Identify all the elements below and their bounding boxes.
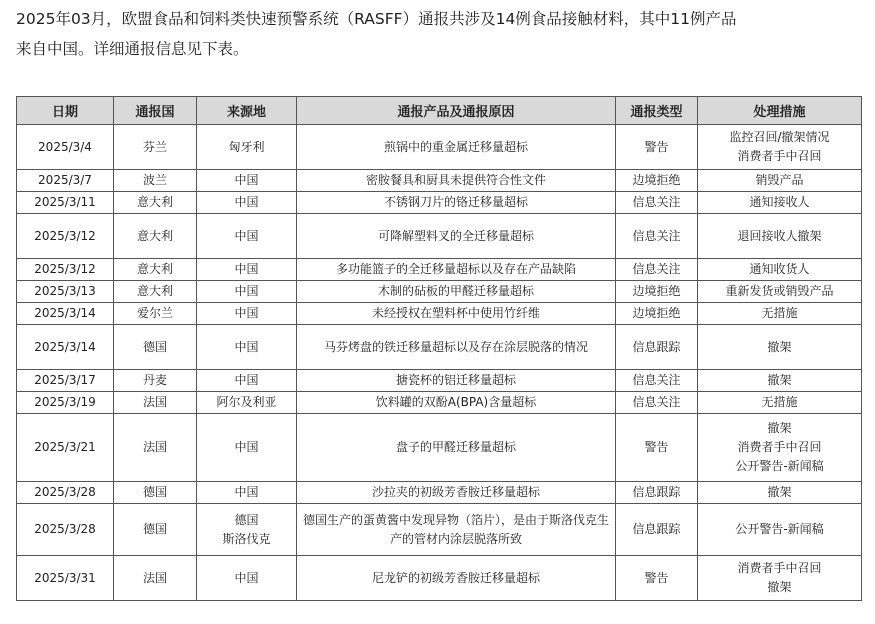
cell-origin <box>197 504 297 556</box>
cell-measures-line: 撤架 <box>767 339 792 354</box>
cell-notifying-country: 意大利 <box>114 192 197 214</box>
cell-measures-line: 无措施 <box>761 395 798 409</box>
cell-date: 2025/3/19 <box>17 392 114 414</box>
cell-notification-type: 警告 <box>616 556 698 601</box>
intro-paragraph <box>16 4 866 64</box>
cell-notification-type: 信息关注 <box>616 370 698 392</box>
cell-origin-line: 中国 <box>234 228 259 243</box>
cell-measures-line: 撤架 <box>767 373 792 387</box>
table-header-row <box>17 97 862 125</box>
cell-product-reason: 煎锅中的重金属迁移量超标 <box>297 125 616 170</box>
cell-measures <box>698 392 862 414</box>
cell-measures <box>698 414 862 482</box>
cell-notification-type: 信息关注 <box>616 192 698 214</box>
table-row <box>17 392 862 414</box>
cell-origin <box>197 214 297 259</box>
cell-notifying-country: 法国 <box>114 556 197 601</box>
cell-measures-line: 公开警告-新闻稿 <box>735 459 824 473</box>
cell-origin-line: 中国 <box>234 373 259 387</box>
cell-origin <box>197 370 297 392</box>
cell-date: 2025/3/12 <box>17 259 114 281</box>
cell-measures <box>698 125 862 170</box>
header-measures: 处理措施 <box>698 97 862 125</box>
cell-notifying-country: 丹麦 <box>114 370 197 392</box>
cell-measures-line: 监控召回/撤架情况 <box>729 130 830 144</box>
cell-date: 2025/3/28 <box>17 482 114 504</box>
cell-notifying-country: 意大利 <box>114 281 197 303</box>
cell-notification-type: 警告 <box>616 125 698 170</box>
cell-product-reason: 盘子的甲醛迁移量超标 <box>297 414 616 482</box>
cell-date: 2025/3/7 <box>17 170 114 192</box>
cell-date: 2025/3/21 <box>17 414 114 482</box>
cell-product-reason: 德国生产的蛋黄酱中发现异物（箔片），是由于斯洛伐克生产的管材内涂层脱落所致 <box>297 504 616 556</box>
cell-product-reason: 尼龙铲的初级芳香胺迁移量超标 <box>297 556 616 601</box>
header-date: 日期 <box>17 97 114 125</box>
table-row <box>17 170 862 192</box>
cell-measures-line: 退回接收人撤架 <box>737 228 822 243</box>
cell-date: 2025/3/14 <box>17 325 114 370</box>
cell-notification-type: 边境拒绝 <box>616 303 698 325</box>
cell-origin <box>197 281 297 303</box>
cell-notifying-country: 德国 <box>114 325 197 370</box>
cell-notification-type: 信息跟踪 <box>616 482 698 504</box>
cell-origin-line: 中国 <box>234 306 259 320</box>
cell-measures <box>698 556 862 601</box>
cell-product-reason: 多功能篮子的全迁移量超标以及存在产品缺陷 <box>297 259 616 281</box>
cell-date: 2025/3/28 <box>17 504 114 556</box>
cell-product-reason: 马芬烤盘的铁迁移量超标以及存在涂层脱落的情况 <box>297 325 616 370</box>
table-row <box>17 192 862 214</box>
cell-date: 2025/3/11 <box>17 192 114 214</box>
cell-origin <box>197 125 297 170</box>
cell-measures <box>698 214 862 259</box>
header-origin: 来源地 <box>197 97 297 125</box>
cell-notifying-country: 德国 <box>114 504 197 556</box>
cell-measures-line: 通知收货人 <box>749 262 810 276</box>
cell-notification-type: 信息跟踪 <box>616 325 698 370</box>
cell-origin-line: 阿尔及利亚 <box>216 395 277 409</box>
cell-notification-type: 信息关注 <box>616 259 698 281</box>
cell-notifying-country: 意大利 <box>114 214 197 259</box>
cell-product-reason: 搪瓷杯的铝迁移量超标 <box>297 370 616 392</box>
cell-origin-line: 中国 <box>234 173 259 187</box>
cell-origin-line: 中国 <box>234 262 259 276</box>
cell-product-reason: 可降解塑料叉的全迁移量超标 <box>297 214 616 259</box>
cell-measures-line: 重新发货或销毁产品 <box>725 284 834 298</box>
cell-product-reason: 未经授权在塑料杯中使用竹纤维 <box>297 303 616 325</box>
cell-origin-line: 中国 <box>234 570 259 585</box>
cell-measures <box>698 325 862 370</box>
cell-date: 2025/3/14 <box>17 303 114 325</box>
cell-product-reason: 饮料罐的双酚A(BPA)含量超标 <box>297 392 616 414</box>
cell-measures-line: 销毁产品 <box>755 173 804 187</box>
cell-origin-line: 中国 <box>234 339 259 354</box>
cell-notification-type: 信息跟踪 <box>616 504 698 556</box>
table-row <box>17 504 862 556</box>
cell-notification-type: 边境拒绝 <box>616 281 698 303</box>
cell-measures <box>698 482 862 504</box>
cell-product-reason: 密胺餐具和厨具未提供符合性文件 <box>297 170 616 192</box>
table-row <box>17 370 862 392</box>
cell-origin-line: 匈牙利 <box>228 139 265 154</box>
cell-measures-line: 通知接收人 <box>749 195 810 209</box>
cell-origin <box>197 259 297 281</box>
table-row <box>17 556 862 601</box>
table-row <box>17 259 862 281</box>
header-notifying-country: 通报国 <box>114 97 197 125</box>
cell-origin <box>197 482 297 504</box>
cell-date: 2025/3/4 <box>17 125 114 170</box>
cell-origin <box>197 392 297 414</box>
cell-measures-line: 撤架 <box>767 421 792 435</box>
cell-date: 2025/3/13 <box>17 281 114 303</box>
cell-measures <box>698 281 862 303</box>
table-row <box>17 303 862 325</box>
cell-origin <box>197 192 297 214</box>
cell-measures <box>698 370 862 392</box>
cell-origin <box>197 414 297 482</box>
cell-origin-line: 斯洛伐克 <box>222 531 271 546</box>
cell-origin <box>197 325 297 370</box>
table-row <box>17 482 862 504</box>
cell-origin-line: 中国 <box>234 195 259 209</box>
cell-measures <box>698 303 862 325</box>
rasff-notification-table <box>16 96 862 601</box>
header-notification-type: 通报类型 <box>616 97 698 125</box>
cell-measures-line: 撤架 <box>767 580 792 594</box>
cell-product-reason: 沙拉夹的初级芳香胺迁移量超标 <box>297 482 616 504</box>
cell-date: 2025/3/12 <box>17 214 114 259</box>
cell-origin <box>197 556 297 601</box>
cell-origin <box>197 170 297 192</box>
cell-measures-line: 消费者手中召回 <box>737 149 822 163</box>
cell-notifying-country: 意大利 <box>114 259 197 281</box>
cell-origin-line: 德国 <box>234 512 259 527</box>
cell-origin-line: 中国 <box>234 485 259 499</box>
cell-notification-type: 边境拒绝 <box>616 170 698 192</box>
cell-measures <box>698 170 862 192</box>
cell-date: 2025/3/31 <box>17 556 114 601</box>
intro-line-2: 来自中国。详细通报信息见下表。 <box>16 40 249 58</box>
cell-measures-line: 公开警告-新闻稿 <box>735 522 824 536</box>
cell-date: 2025/3/17 <box>17 370 114 392</box>
cell-product-reason: 不锈钢刀片的铬迁移量超标 <box>297 192 616 214</box>
cell-origin-line: 中国 <box>234 440 259 454</box>
header-product-reason: 通报产品及通报原因 <box>297 97 616 125</box>
table-row <box>17 281 862 303</box>
table-row <box>17 214 862 259</box>
cell-measures-line: 消费者手中召回 <box>737 561 822 575</box>
cell-notifying-country: 法国 <box>114 414 197 482</box>
cell-notifying-country: 德国 <box>114 482 197 504</box>
cell-notification-type: 信息关注 <box>616 392 698 414</box>
cell-notifying-country: 芬兰 <box>114 125 197 170</box>
cell-notifying-country: 法国 <box>114 392 197 414</box>
cell-measures <box>698 192 862 214</box>
cell-product-reason: 木制的砧板的甲醛迁移量超标 <box>297 281 616 303</box>
cell-measures-line: 撤架 <box>767 485 792 499</box>
cell-origin-line: 中国 <box>234 284 259 298</box>
cell-measures-line: 消费者手中召回 <box>737 440 822 454</box>
table-row <box>17 125 862 170</box>
cell-notifying-country: 爱尔兰 <box>114 303 197 325</box>
cell-measures-line: 无措施 <box>761 306 798 320</box>
cell-origin <box>197 303 297 325</box>
table-row <box>17 325 862 370</box>
cell-notification-type: 警告 <box>616 414 698 482</box>
cell-notifying-country: 波兰 <box>114 170 197 192</box>
cell-notification-type: 信息关注 <box>616 214 698 259</box>
intro-line-1: 2025年03月，欧盟食品和饲料类快速预警系统（RASFF）通报共涉及14例食品接触材料，其中11例产品 <box>16 10 737 28</box>
table-row <box>17 414 862 482</box>
cell-measures <box>698 259 862 281</box>
cell-measures <box>698 504 862 556</box>
